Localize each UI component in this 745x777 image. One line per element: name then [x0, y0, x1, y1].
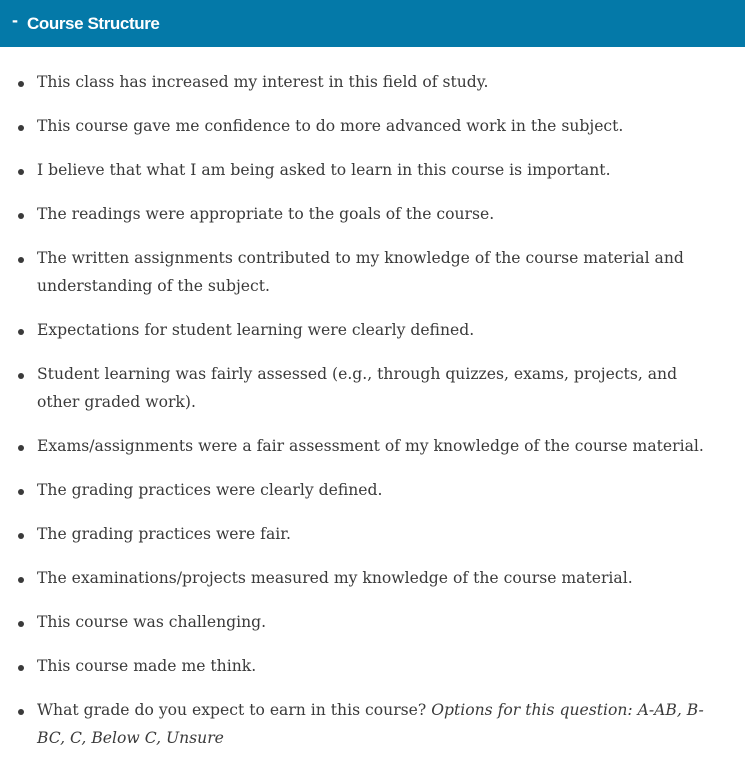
bullet-icon [18, 709, 24, 715]
bullet-icon [18, 213, 24, 219]
list-item [0, 564, 745, 592]
bullet-icon [18, 665, 24, 671]
bullet-icon [18, 81, 24, 87]
question-text: The grading practices were fair. [37, 525, 291, 543]
list-item [0, 608, 745, 636]
question-list [0, 47, 745, 752]
bullet-icon [18, 257, 24, 263]
bullet-icon [18, 329, 24, 335]
bullet-icon [18, 125, 24, 131]
question-text: The written assignments contributed to my knowledge of the course material and understanding of the subject. [37, 249, 684, 295]
question-text: Student learning was fairly assessed (e.g., through quizzes, exams, projects, and other graded work). [37, 365, 678, 411]
question-text: This course gave me confidence to do more advanced work in the subject. [37, 117, 624, 135]
answer-options: Options for this question: A-AB, B-BC, C, Below C, Unsure [37, 701, 704, 747]
question-text: This course made me think. [37, 657, 257, 675]
question-text: Exams/assignments were a fair assessment of my knowledge of the course material. [37, 437, 704, 455]
bullet-icon [18, 621, 24, 627]
course-structure-accordion-header[interactable] [0, 0, 745, 47]
bullet-icon [18, 577, 24, 583]
question-text: This course was challenging. [37, 613, 267, 631]
list-item [0, 200, 745, 228]
list-item [0, 112, 745, 140]
question-text: The examinations/projects measured my knowledge of the course material. [37, 569, 633, 587]
list-item [0, 476, 745, 504]
list-item [0, 68, 745, 96]
bullet-icon [18, 373, 24, 379]
list-item [0, 652, 745, 680]
bullet-icon [18, 445, 24, 451]
question-text: This class has increased my interest in this field of study. [37, 73, 489, 91]
question-text: The readings were appropriate to the goals of the course. [37, 205, 495, 223]
list-item [0, 156, 745, 184]
list-item [0, 244, 745, 300]
bullet-icon [18, 169, 24, 175]
list-item [0, 432, 745, 460]
bullet-icon [18, 489, 24, 495]
list-item [0, 520, 745, 548]
question-text: Expectations for student learning were clearly defined. [37, 321, 475, 339]
section-title: Course Structure [27, 13, 160, 33]
question-text: I believe that what I am being asked to learn in this course is important. [37, 161, 611, 179]
collapse-icon[interactable]: - [12, 9, 18, 30]
list-item [0, 696, 745, 752]
question-text: What grade do you expect to earn in this course? [37, 701, 427, 719]
bullet-icon [18, 533, 24, 539]
list-item [0, 316, 745, 344]
list-item [0, 360, 745, 416]
question-text: The grading practices were clearly defined. [37, 481, 383, 499]
